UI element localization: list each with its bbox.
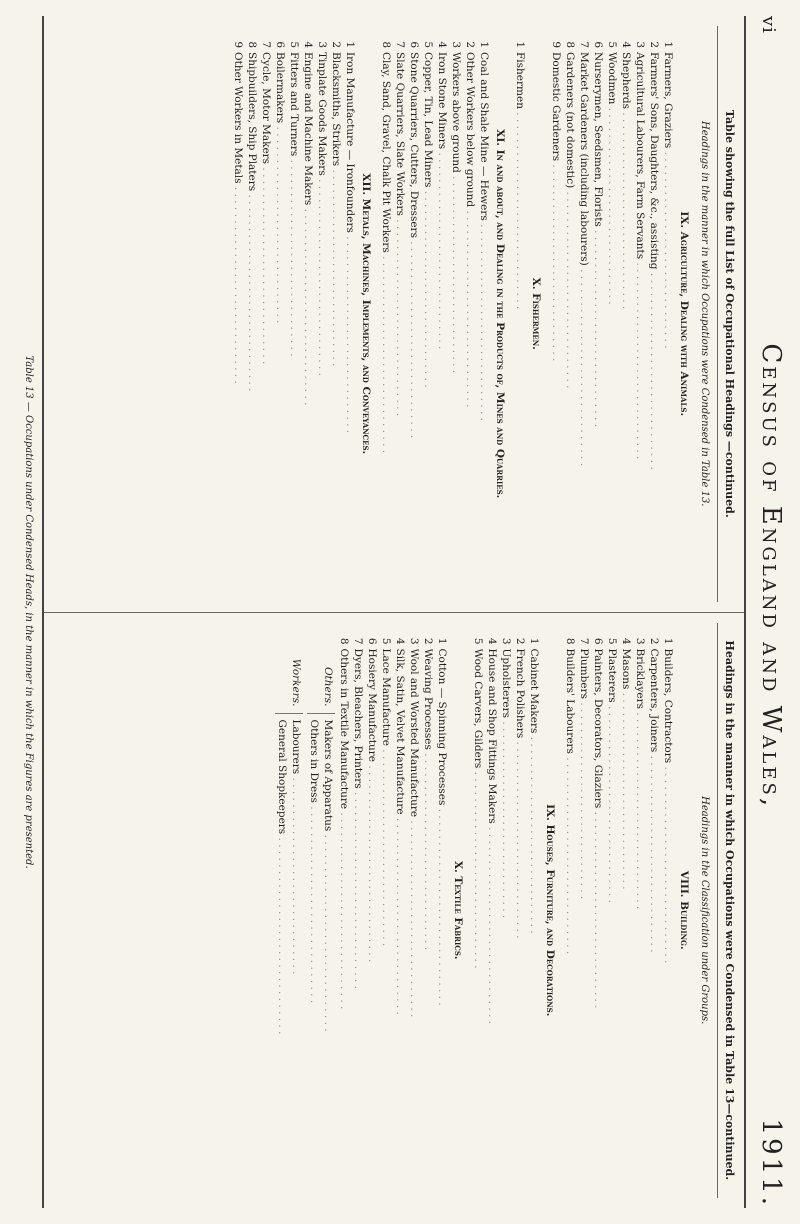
row-label: Shepherds . . .: [619, 52, 633, 602]
row-label: Fitters and Turners . . .: [287, 52, 301, 602]
row-label: Shipbuilders, Ship Platers . . .: [245, 52, 259, 602]
row-number: 5: [380, 637, 392, 645]
row-label: Plumbers . . .: [577, 649, 591, 1199]
row-number: 6: [592, 637, 604, 645]
table-row: [513, 623, 527, 1199]
section-title: IX. Agriculture, Dealing with Animals.: [678, 211, 690, 417]
row-number: 1: [662, 41, 674, 48]
table-row: [449, 26, 463, 602]
table-row: [329, 26, 343, 602]
row-number: 1: [436, 637, 448, 645]
row-number: 3: [634, 41, 646, 48]
row-label: Dyers, Bleachers, Printers . . .: [351, 649, 365, 1199]
table-row: [647, 26, 661, 602]
group-items: [275, 713, 303, 1199]
row-label: Stone Quarriers, Cutters, Dressers . . .: [407, 52, 421, 602]
row-label: Iron Stone Miners . . .: [435, 52, 449, 602]
bracket-group: [307, 623, 335, 1199]
table-row: [407, 623, 421, 1199]
row-label: Other Workers below ground . . .: [463, 52, 477, 602]
row-number: 3: [634, 637, 646, 645]
row-number: 5: [606, 637, 618, 645]
page-header: [746, 16, 786, 1208]
right-heading: Headings in the manner in which Occupations were Condensed in Table 13—continued.: [717, 623, 736, 1199]
table-row: [577, 623, 591, 1199]
row-number: 1: [344, 41, 356, 48]
row-number: 8: [380, 41, 392, 48]
row-label: Cotton — Spinning Processes . . .: [435, 649, 449, 1199]
page-year: 1911.: [756, 1118, 786, 1208]
row-number: 4: [436, 41, 448, 48]
row-number: 6: [592, 41, 604, 48]
row-number: 4: [486, 637, 498, 645]
table-row: [471, 623, 485, 1199]
row-label: Gardeners (not domestic) . . .: [563, 52, 577, 602]
row-label: Weaving Processes . . .: [421, 649, 435, 1199]
table-row: [549, 26, 563, 602]
right-sections: [337, 623, 691, 1199]
table-row: [351, 623, 365, 1199]
row-number: 1: [478, 41, 490, 48]
group-item: [307, 720, 321, 1199]
row-label: Wood Carvers, Gilders . . .: [471, 649, 485, 1199]
row-number: 2: [648, 637, 660, 645]
table-row: [231, 26, 245, 602]
row-label: Boilermakers . . .: [273, 52, 287, 602]
row-label: Copper, Tin, Lead Miners . . .: [421, 52, 435, 602]
row-label: Market Gardeners (including labourers) . . .: [577, 52, 591, 602]
table-row: [485, 623, 499, 1199]
left-sections: [231, 26, 691, 602]
table-row: [393, 26, 407, 602]
row-label: Coal and Shale Mine — Hewers . . .: [477, 52, 491, 602]
right-subheading: Headings in the Classification under Groups.: [699, 796, 710, 1025]
row-number: 2: [648, 41, 660, 48]
row-number: 7: [260, 41, 272, 48]
table-row: [591, 26, 605, 602]
group-item-label: Labourers . . .: [289, 720, 303, 1199]
table-row: [379, 623, 393, 1199]
group-label: Others.: [322, 666, 334, 707]
row-number: 7: [352, 637, 364, 645]
row-label: Farmers, Graziers . . .: [661, 52, 675, 602]
row-number: 1: [514, 41, 526, 48]
row-label: Builders' Labourers . . .: [563, 649, 577, 1199]
section-title: IX. Houses, Furniture, and Decorations.: [544, 804, 556, 1017]
row-label: Engine and Machine Makers . . .: [301, 52, 315, 602]
row-label: Agricultural Labourers, Farm Servants . . .: [633, 52, 647, 602]
row-number: 4: [620, 41, 632, 48]
row-label: Plasterers . . .: [605, 649, 619, 1199]
right-groups: [275, 623, 335, 1199]
row-number: 7: [394, 41, 406, 48]
table-row: [605, 26, 619, 602]
group-items: [307, 713, 335, 1199]
row-number: 2: [514, 637, 526, 645]
row-number: 8: [246, 41, 258, 48]
row-number: 3: [450, 41, 462, 48]
table-row: [435, 26, 449, 602]
row-number: 3: [408, 637, 420, 645]
row-number: 7: [578, 637, 590, 645]
row-label: Upholsterers . . .: [499, 649, 513, 1199]
row-label: House and Shop Fittings Makers . . .: [485, 649, 499, 1199]
row-number: 7: [578, 41, 590, 48]
row-number: 4: [394, 637, 406, 645]
row-label: Iron Manufacture — Ironfounders . . .: [343, 52, 357, 602]
row-label: Others in Textile Manufacture . . .: [337, 649, 351, 1199]
row-label: Lace Manufacture . . .: [379, 649, 393, 1199]
table-row: [619, 623, 633, 1199]
row-number: 5: [606, 41, 618, 48]
right-column: [44, 613, 744, 1209]
left-subheading: Headings in the manner in which Occupations were Condensed in Table 13.: [699, 121, 710, 507]
row-label: Blacksmiths, Strikers . . .: [329, 52, 343, 602]
table-row: [563, 623, 577, 1199]
table-row: [647, 623, 661, 1199]
row-number: 2: [464, 41, 476, 48]
row-label: Farmers' Sons, Daughters, &c., assisting . . .: [647, 52, 661, 602]
table-row: [477, 26, 491, 602]
left-column: [44, 16, 744, 613]
row-number: 8: [338, 637, 350, 645]
row-number: 8: [564, 41, 576, 48]
table-row: [337, 623, 351, 1199]
table-row: [633, 623, 647, 1199]
group-item-label: Makers of Apparatus . . .: [321, 720, 335, 1199]
row-label: Tinplate Goods Makers . . .: [315, 52, 329, 602]
row-label: Domestic Gardeners . . .: [549, 52, 563, 602]
row-label: Painters, Decorators, Glaziers . . .: [591, 649, 605, 1199]
row-number: 1: [662, 637, 674, 645]
left-heading: Table showing the full List of Occupational Headings —continued.: [717, 26, 736, 602]
table-row: [315, 26, 329, 602]
page-title: Census of England and Wales,: [756, 343, 786, 810]
row-number: 1: [528, 637, 540, 645]
row-label: French Polishers . . .: [513, 649, 527, 1199]
section-title: VIII. Building.: [678, 870, 690, 950]
row-number: 9: [232, 41, 244, 48]
row-label: Carpenters, Joiners . . .: [647, 649, 661, 1199]
row-number: 4: [302, 41, 314, 48]
table-row: [245, 26, 259, 602]
section-title: XII. Metals, Machines, Implements, and Conveyances.: [360, 173, 372, 455]
row-label: Clay, Sand, Gravel, Chalk Pit Workers . . .: [379, 52, 393, 602]
row-label: Fishermen . . .: [513, 52, 527, 602]
occupation-table: [42, 16, 746, 1208]
row-label: Woodmen . . .: [605, 52, 619, 602]
group-item: [321, 720, 335, 1199]
row-number: 5: [422, 41, 434, 48]
group-item: [275, 720, 289, 1199]
row-number: 6: [408, 41, 420, 48]
group-label: Workers.: [290, 658, 302, 707]
section-title: X. Textile Fabrics.: [452, 860, 464, 960]
row-number: 4: [620, 637, 632, 645]
section-title: X. Fishermen.: [530, 277, 542, 350]
table-row: [661, 623, 675, 1199]
page-numeral: vi: [758, 16, 779, 34]
row-number: 5: [288, 41, 300, 48]
table-row: [591, 623, 605, 1199]
table-row: [273, 26, 287, 602]
row-label: Bricklayers . . .: [633, 649, 647, 1199]
row-label: Slate Quarriers, Slate Workers . . .: [393, 52, 407, 602]
row-label: Masons . . .: [619, 649, 633, 1199]
table-row: [301, 26, 315, 602]
row-number: 3: [316, 41, 328, 48]
table-row: [393, 623, 407, 1199]
table-row: [605, 623, 619, 1199]
table-row: [421, 623, 435, 1199]
row-label: Other Workers in Metals . . .: [231, 52, 245, 602]
row-label: Cabinet Makers . . .: [527, 649, 541, 1199]
table-row: [527, 623, 541, 1199]
row-number: 6: [366, 637, 378, 645]
row-label: Workers above ground . . .: [449, 52, 463, 602]
row-number: 2: [422, 637, 434, 645]
row-label: Wool and Worsted Manufacture . . .: [407, 649, 421, 1199]
row-label: Silk, Satin, Velvet Manufacture . . .: [393, 649, 407, 1199]
group-item-label: Others in Dress . . .: [307, 720, 321, 1199]
table-row: [259, 26, 273, 602]
row-label: Cycle, Motor Makers . . .: [259, 52, 273, 602]
section-title: XI. In and about, and Dealing in the Products of, Mines and Quarries.: [494, 129, 506, 499]
row-number: 6: [274, 41, 286, 48]
row-label: Hosiery Manufacture . . .: [365, 649, 379, 1199]
table-row: [577, 26, 591, 602]
table-row: [661, 26, 675, 602]
table-row: [619, 26, 633, 602]
row-number: 9: [550, 41, 562, 48]
row-number: 3: [500, 637, 512, 645]
table-row: [633, 26, 647, 602]
table-row: [379, 26, 393, 602]
group-item-label: General Shopkeepers . . .: [275, 720, 289, 1199]
table-row: [435, 623, 449, 1199]
group-item: [289, 720, 303, 1199]
row-number: 8: [564, 637, 576, 645]
table-row: [365, 623, 379, 1199]
row-label: Builders, Contractors . . .: [661, 649, 675, 1199]
row-number: 2: [330, 41, 342, 48]
row-label: Nurserymen, Seedsmen, Florists . . .: [591, 52, 605, 602]
bracket-group: [275, 623, 303, 1199]
row-number: 5: [472, 637, 484, 645]
table-row: [563, 26, 577, 602]
table-row: [463, 26, 477, 602]
footnote: Table 13 — Occupations under Condensed Heads, in the manner in which the Figures are presented.: [23, 355, 34, 869]
table-row: [499, 623, 513, 1199]
table-row: [343, 26, 357, 602]
table-row: [407, 26, 421, 602]
table-row: [421, 26, 435, 602]
table-row: [287, 26, 301, 602]
table-row: [513, 26, 527, 602]
